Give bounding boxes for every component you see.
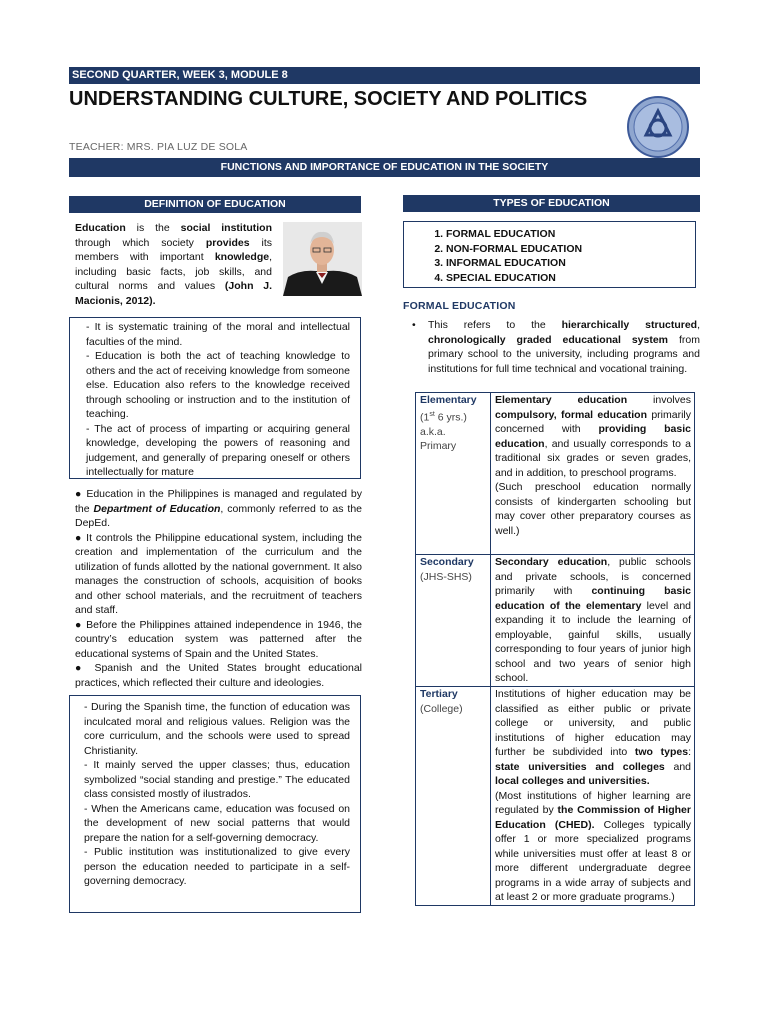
types-heading: TYPES OF EDUCATION xyxy=(403,195,700,212)
formal-education-description: This refers to the hierarchically structured, chronologically graded educational system from primary school to the university, including programs and institutions for full time technical and vocational training. xyxy=(428,319,700,375)
philippines-section xyxy=(75,487,362,690)
list-item: ● Spanish and the United States brought educational practices, which reflected their culture and ideologies. xyxy=(75,662,362,689)
definition-heading: DEFINITION OF EDUCATION xyxy=(69,196,361,213)
table-row xyxy=(416,393,695,555)
list-item: - Education is both the act of teaching knowledge to others and the act of receiving knowledge from someone else. Education also refers to the knowledge received through schooling or instruction and to the institution of teaching. xyxy=(86,350,350,420)
bullet-icon: • xyxy=(412,319,416,331)
author-photo xyxy=(283,222,362,296)
definition-text: Education is the social institution through which society provides its members with important knowledge, including basic facts, job skills, and cultural norms and values (John J. Macionis, 2012). xyxy=(75,222,273,307)
teacher-name: TEACHER: MRS. PIA LUZ DE SOLA xyxy=(69,141,248,153)
level-cell: Secondary (JHS-SHS) xyxy=(416,555,491,687)
list-item: 4. SPECIAL EDUCATION xyxy=(446,271,695,286)
list-item: 3. INFORMAL EDUCATION xyxy=(446,256,695,271)
list-item: - Public institution was institutionalized to give every person the education needed to participate in a self-governing democracy. xyxy=(84,846,350,887)
description-cell: Secondary education, public schools and private schools, is concerned primarily with continuing basic education of the elementary level and expanding it to include the learning of employable, gainful skills, usually corresponding to four years of junior high school and two years of senior high school. xyxy=(491,555,695,687)
list-item: - When the Americans came, education was focused on the development of new social patterns that would prepare the nation for a self-governing democracy. xyxy=(84,802,350,844)
list-item: 1. FORMAL EDUCATION xyxy=(446,227,695,242)
list-item: - It is systematic training of the moral and intellectual faculties of the mind. xyxy=(86,321,350,348)
list-item: ● Education in the Philippines is managed and regulated by the Department of Education, commonly referred to as the DepEd. xyxy=(75,488,363,529)
definition-notes-box xyxy=(69,317,361,479)
history-notes-box xyxy=(69,695,361,913)
list-item: - During the Spanish time, the function of education was inculcated moral and religious values. Religion was the core curriculum, and the schools were used to spread Christianity. xyxy=(84,701,350,757)
formal-education-heading: FORMAL EDUCATION xyxy=(403,300,516,312)
description-cell: Elementary education involves compulsory, formal education primarily concerned with providing basic education, and usually corresponds to a traditional six grades or seven grades, and in addition, to preschool programs. (Such preschool education normally consists of kindergarten schooling but may cover other preparatory courses as well.) xyxy=(491,393,695,555)
description-cell: Institutions of higher education may be classified as either public or private college or university, and public institutions of higher education may further be subdivided into two types: state universities and colleges and local colleges and universities. (Most institutions of higher learning are regulated by the Commission of Higher Education (CHED). Colleges typically offer 1 or more specialized programs while universities must offer at least 8 or more different undergraduate degree programs in a wide array of subjects and at least 2 or more graduate programs.) xyxy=(491,687,695,906)
page-title: UNDERSTANDING CULTURE, SOCIETY AND POLITICS xyxy=(69,88,588,110)
list-item: - It mainly served the upper classes; thus, education symbolized “social standing and prestige.” The educated class consisted mostly of ilustrados. xyxy=(84,759,350,800)
list-item: - The act of process of imparting or acquiring general knowledge, developing the powers of reasoning and judgement, and generally of preparing oneself or others intellectually for mature xyxy=(86,422,350,478)
module-bar: SECOND QUARTER, WEEK 3, MODULE 8 xyxy=(69,67,700,84)
types-list-box xyxy=(403,221,696,288)
list-item: ● Before the Philippines attained independence in 1946, the country’s education system was patterned after the educational systems of Spain and the United States. xyxy=(75,618,362,660)
list-item: ● It controls the Philippine educational system, including the creation and implementation of the curriculum and the utilization of funds allotted by the national government. It also manages the construction of schools, acquisition of books and other school materials, and the recruitment of teachers and staff. xyxy=(75,531,362,616)
subtitle-bar: FUNCTIONS AND IMPORTANCE OF EDUCATION IN THE SOCIETY xyxy=(69,158,700,177)
table-row xyxy=(416,687,695,906)
list-item: 2. NON-FORMAL EDUCATION xyxy=(446,242,695,257)
types-list xyxy=(424,227,695,285)
level-cell: Tertiary (College) xyxy=(416,687,491,906)
school-logo-icon xyxy=(626,95,690,159)
level-cell: Elementary (1st 6 yrs.) a.k.a. Primary xyxy=(416,393,491,555)
table-row xyxy=(416,555,695,687)
education-levels-table xyxy=(415,392,695,906)
